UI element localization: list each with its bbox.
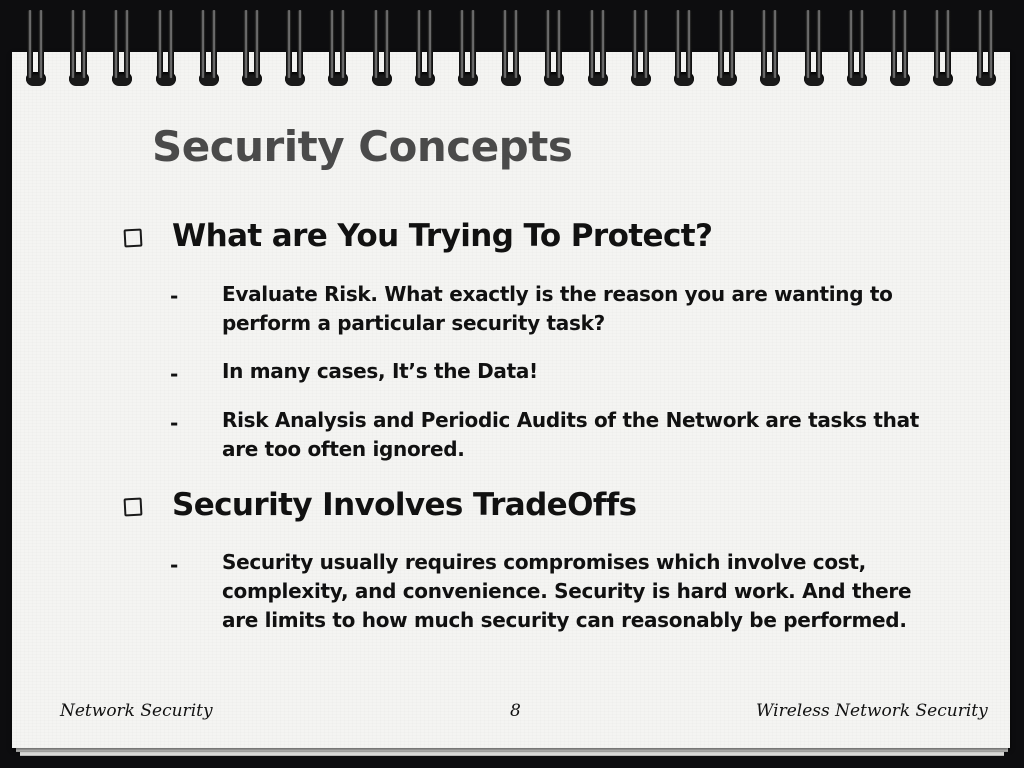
wire-loop — [211, 10, 217, 78]
wire-loop — [902, 10, 908, 78]
spiral-ring — [414, 10, 436, 90]
wire-loop — [373, 10, 379, 78]
spiral-ring — [371, 10, 393, 90]
wire-loop — [340, 10, 346, 78]
footer-right: Wireless Network Security — [756, 701, 988, 721]
wire-loop — [427, 10, 433, 78]
wire-loop — [81, 10, 87, 78]
spiral-ring — [111, 10, 133, 90]
slide-title: Security Concepts — [152, 122, 573, 171]
wire-loop — [384, 10, 390, 78]
spiral-ring — [457, 10, 479, 90]
spiral-ring — [673, 10, 695, 90]
wire-loop — [848, 10, 854, 78]
spiral-ring — [198, 10, 220, 90]
list-item: In many cases, It’s the Data! — [222, 359, 538, 383]
wire-loop — [643, 10, 649, 78]
wire-loop — [772, 10, 778, 78]
wire-loop — [124, 10, 130, 78]
spiral-ring — [68, 10, 90, 90]
spiral-ring — [975, 10, 997, 90]
wire-loop — [243, 10, 249, 78]
wire-loop — [70, 10, 76, 78]
spiral-ring — [587, 10, 609, 90]
wire-loop — [168, 10, 174, 78]
spiral-ring — [716, 10, 738, 90]
page-edge-2 — [20, 752, 1004, 756]
spiral-ring — [155, 10, 177, 90]
list-dash: - — [170, 553, 179, 577]
spiral-ring — [500, 10, 522, 90]
spiral-ring — [889, 10, 911, 90]
wire-loop — [816, 10, 822, 78]
spiral-ring — [25, 10, 47, 90]
wire-loop — [513, 10, 519, 78]
wire-loop — [556, 10, 562, 78]
wire-loop — [805, 10, 811, 78]
spiral-ring — [932, 10, 954, 90]
wire-loop — [718, 10, 724, 78]
wire-loop — [545, 10, 551, 78]
list-dash: - — [170, 411, 179, 435]
spiral-ring — [759, 10, 781, 90]
wire-loop — [934, 10, 940, 78]
list-dash: - — [170, 284, 179, 308]
wire-loop — [470, 10, 476, 78]
wire-loop — [988, 10, 994, 78]
list-item: Risk Analysis and Periodic Audits of the Network are tasks that are too often ignored. — [222, 408, 920, 461]
spiral-ring — [630, 10, 652, 90]
wire-loop — [977, 10, 983, 78]
wire-loop — [589, 10, 595, 78]
wire-loop — [27, 10, 33, 78]
wire-loop — [329, 10, 335, 78]
section-bullet-icon — [124, 229, 143, 248]
spiral-binding — [0, 0, 1024, 100]
spiral-ring — [846, 10, 868, 90]
wire-loop — [632, 10, 638, 78]
wire-loop — [157, 10, 163, 78]
wire-loop — [600, 10, 606, 78]
spiral-ring — [803, 10, 825, 90]
wire-loop — [761, 10, 767, 78]
spiral-ring — [241, 10, 263, 90]
wire-loop — [859, 10, 865, 78]
wire-loop — [891, 10, 897, 78]
wire-loop — [459, 10, 465, 78]
wire-loop — [38, 10, 44, 78]
section-heading: Security Involves TradeOffs — [172, 487, 637, 523]
wire-loop — [254, 10, 260, 78]
wire-loop — [297, 10, 303, 78]
footer-left: Network Security — [60, 701, 213, 721]
section-heading: What are You Trying To Protect? — [172, 218, 713, 254]
spiral-ring — [284, 10, 306, 90]
spiral-ring — [543, 10, 565, 90]
wire-loop — [286, 10, 292, 78]
wire-loop — [502, 10, 508, 78]
wire-loop — [729, 10, 735, 78]
spiral-ring — [327, 10, 349, 90]
wire-loop — [113, 10, 119, 78]
wire-loop — [686, 10, 692, 78]
list-item: Evaluate Risk. What exactly is the reason you are wanting to perform a particular security task? — [222, 282, 893, 335]
list-dash: - — [170, 362, 179, 386]
wire-loop — [945, 10, 951, 78]
wire-loop — [200, 10, 206, 78]
page-number: 8 — [510, 701, 521, 721]
section-bullet-icon — [124, 498, 143, 517]
list-item: Security usually requires compromises which involve cost, complexity, and convenience. Security is hard work. And there are limits to how much security can reasonably be performed. — [222, 550, 912, 632]
wire-loop — [675, 10, 681, 78]
wire-loop — [416, 10, 422, 78]
